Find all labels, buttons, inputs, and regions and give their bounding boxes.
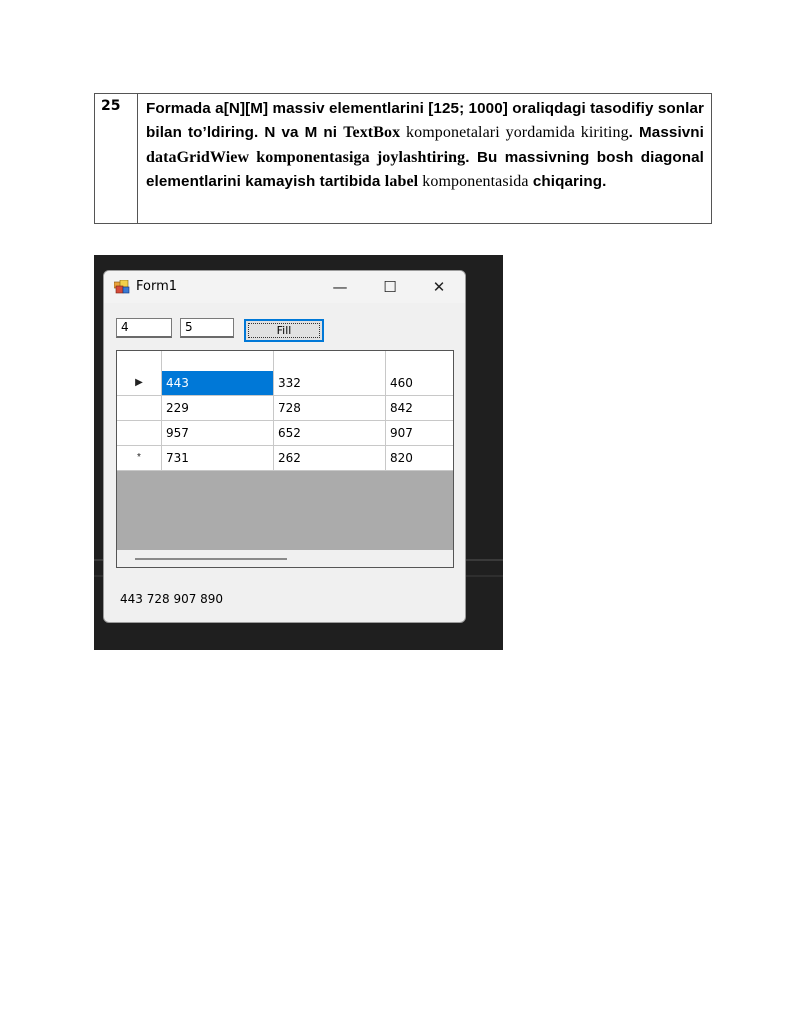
grid-column-header — [117, 351, 453, 372]
grid-cell[interactable]: 907 — [386, 421, 454, 446]
result-label: 443 728 907 890 — [120, 592, 224, 606]
grid-row[interactable] — [117, 421, 453, 446]
task-text-segment: chiqaring. — [528, 172, 607, 190]
grid-row[interactable] — [117, 446, 453, 471]
maximize-icon[interactable]: ☐ — [383, 278, 397, 296]
minimize-icon[interactable]: — — [332, 278, 348, 296]
task-table — [94, 93, 712, 224]
grid-column-header-cell[interactable] — [386, 351, 454, 371]
row-header-current-icon[interactable]: ▶ — [117, 371, 162, 396]
grid-row[interactable] — [117, 371, 453, 396]
task-text-segment: . Bu massivning bosh diagonal elementlarini kamayish tartibida — [146, 148, 705, 190]
window-title: Form1 — [136, 279, 178, 294]
task-description — [138, 94, 711, 223]
task-text-segment: Formada a[N][M] massiv elementlarini [125; 1000] oraliqdagi tasodifiy sonlar bilan to’ldiring. N va M ni — [146, 100, 704, 142]
row-header-new-row-icon[interactable]: * — [117, 446, 162, 471]
grid-cell[interactable]: 229 — [162, 396, 274, 421]
grid-cell[interactable]: 957 — [162, 421, 274, 446]
close-icon[interactable]: ✕ — [432, 278, 446, 296]
form-app-icon — [114, 280, 130, 294]
grid-cell[interactable]: 842 — [386, 396, 454, 421]
horizontal-scrollbar[interactable] — [117, 550, 453, 567]
screenshot-background — [94, 255, 503, 650]
task-number: 25 — [95, 94, 138, 223]
grid-cell[interactable]: 332 — [274, 371, 386, 396]
grid-corner-header[interactable] — [117, 351, 162, 371]
task-text-segment: dataGridWiew komponentasiga joylashtiring — [146, 148, 466, 166]
n-textbox[interactable]: 4 — [116, 318, 172, 338]
grid-cell[interactable]: 443 — [162, 371, 274, 396]
grid-cell[interactable]: 731 — [162, 446, 274, 471]
grid-row[interactable] — [117, 396, 453, 421]
grid-column-header-cell[interactable] — [274, 351, 386, 371]
task-text-segment: TextBox — [343, 124, 401, 142]
fill-button[interactable]: Fill — [244, 319, 324, 342]
grid-cell[interactable]: 652 — [274, 421, 386, 446]
task-text-segment: komponetalari yordamida kiriting — [400, 124, 629, 142]
m-textbox[interactable]: 5 — [180, 318, 234, 338]
task-text-segment: label — [384, 172, 419, 190]
grid-cell[interactable]: 460 — [386, 371, 454, 396]
scrollbar-thumb[interactable] — [135, 558, 287, 560]
form-window — [103, 270, 466, 623]
grid-cell[interactable]: 820 — [386, 446, 454, 471]
grid-cell[interactable]: 728 — [274, 396, 386, 421]
data-grid-view[interactable] — [116, 350, 454, 568]
grid-column-header-cell[interactable] — [162, 351, 274, 371]
grid-cell[interactable]: 262 — [274, 446, 386, 471]
row-header[interactable] — [117, 396, 162, 421]
title-bar[interactable] — [104, 271, 465, 303]
row-header[interactable] — [117, 421, 162, 446]
task-text-segment: komponentasida — [418, 172, 529, 190]
task-text-segment: . Massivni — [628, 124, 705, 142]
